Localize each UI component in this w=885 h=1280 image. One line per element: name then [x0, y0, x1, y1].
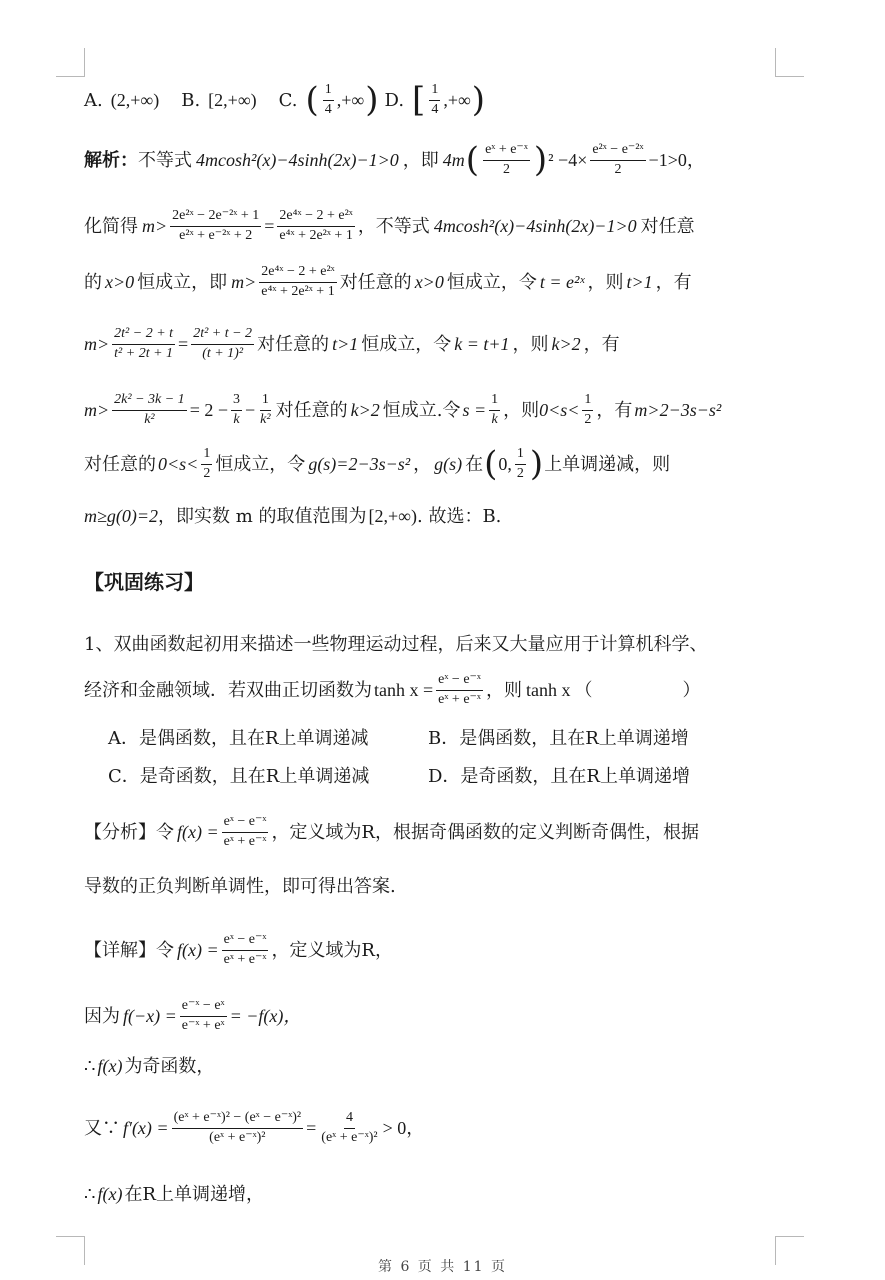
option-b-label: B.	[181, 89, 201, 111]
fraction: $\frac{\text{(eˣ + e⁻ˣ)² − (eˣ − e⁻ˣ)²}}{\text{(eˣ + e⁻ˣ)²}}$	[173, 1110, 302, 1145]
previous-question-options: A. (2,+∞) B. [2,+∞) C. ( $\frac{1}{4}$ ,+∞ ) D. [ $\frac{1}{4}$ ,+∞ )	[84, 80, 486, 121]
math: f(x) =	[177, 821, 219, 842]
math: g(s)	[434, 453, 463, 474]
math: m≥g(0)=2	[84, 506, 159, 526]
text: 上单调递减，则	[544, 453, 671, 475]
option-b: B．是偶函数，且在R上单调递增	[428, 728, 689, 749]
math: m>	[142, 215, 168, 236]
math: > 0，	[382, 1117, 425, 1138]
math: f′(x) =	[123, 1117, 169, 1138]
option-c-tail: ,+∞	[336, 89, 365, 110]
fraction: $\frac{\text{2e⁴ˣ − 2 + e²ˣ}}{\text{e⁴ˣ + 2e²ˣ + 1}}$	[261, 264, 335, 299]
analysis-line-6: 对任意的 0<s< $\frac{1}{2}$ 恒成立，令 g(s)=2−3s−s² ， g(s) 在 ( 0, $\frac{1}{2}$ ) 上单调递减，则	[84, 444, 671, 485]
math: f(x)	[97, 1056, 123, 1076]
math: tanh x =	[374, 679, 434, 700]
text: 对任意的	[257, 333, 330, 355]
fraction: $\frac{\text{2e⁴ˣ − 2 + e²ˣ}}{\text{e⁴ˣ + 2e²ˣ + 1}}$	[279, 208, 353, 243]
math: t>1	[626, 271, 653, 292]
text: 【分析】令	[84, 821, 174, 843]
text: 为奇函数，	[124, 1056, 215, 1077]
math: =	[264, 215, 275, 236]
text: ，	[413, 453, 432, 475]
therefore-symbol: ∴	[84, 1056, 96, 1077]
text: 恒成立，令	[215, 453, 306, 475]
analysis-note	[84, 814, 825, 851]
text: 因为	[84, 1005, 120, 1027]
text: 对任意的	[339, 271, 412, 293]
math: =	[178, 333, 189, 354]
analysis-line-5	[84, 392, 825, 429]
math: f(−x) =	[123, 1005, 177, 1026]
text: 1、双曲函数起初用来描述一些物理运动过程，后来又大量应用于计算机科学、	[84, 634, 708, 655]
math: −1>0，	[648, 149, 705, 170]
inequality: m>2−3s−s²	[634, 399, 722, 420]
text: 又∵	[84, 1117, 120, 1139]
option-c-label: C.	[278, 89, 298, 111]
math: ² −4×	[548, 149, 588, 170]
option-d: D．是奇函数，且在R上单调递增	[428, 766, 690, 787]
option-b-value: [2,+∞)	[208, 89, 257, 110]
fraction: $\frac{1}{\text{k²}}$	[260, 392, 271, 427]
math: m>	[231, 271, 257, 292]
fraction: $\frac{\text{2t² + t − 2}}{\text{(t + 1)²}}$	[193, 326, 253, 361]
analysis-line-7	[84, 506, 825, 528]
text: 经济和金融领域．若双曲正切函数为	[84, 679, 372, 701]
math: x>0	[414, 271, 444, 292]
fraction: $\frac{1}{k}$	[491, 392, 499, 427]
fraction: $\frac{\text{eˣ − e⁻ˣ}}{\text{eˣ + e⁻ˣ}}$	[223, 932, 267, 967]
math: m>	[84, 333, 110, 354]
fraction: $\frac{\text{eˣ + e⁻ˣ}}{2}$	[485, 142, 528, 177]
options-row-2	[108, 762, 690, 788]
text: ，即	[402, 149, 439, 171]
fraction: $\frac{\text{eˣ − e⁻ˣ}}{\text{eˣ + e⁻ˣ}}$	[223, 814, 267, 849]
math: f(x)	[97, 1184, 123, 1204]
odd-function-line	[84, 1056, 825, 1078]
math: k>2	[350, 399, 380, 420]
text: ，有	[655, 271, 692, 293]
math: s =	[462, 399, 487, 420]
text: ，不等式	[357, 215, 430, 237]
math: −	[245, 399, 256, 420]
math: t = e²ˣ	[539, 271, 585, 292]
text: ，定义域为R，	[271, 939, 393, 961]
fraction: $\frac{\text{2t² − 2 + t}}{\text{t² + 2t + 1}}$	[114, 326, 174, 361]
math: tanh x	[525, 679, 571, 700]
text: ，则	[503, 399, 540, 421]
question-1-line-2	[84, 672, 825, 709]
text: ，则	[512, 333, 549, 355]
question-1-line-1	[84, 634, 825, 656]
inequality: 4mcosh²(x)−4sinh(2x)−1>0	[433, 215, 637, 236]
option-a-value: (2,+∞)	[110, 89, 160, 110]
text: 在	[465, 453, 484, 475]
fraction: $\frac{\text{2e²ˣ − 2e⁻²ˣ + 1}}{\text{e²ˣ + e⁻²ˣ + 2}}$	[172, 208, 260, 243]
text: 在R上单调递增，	[124, 1184, 264, 1205]
section-title: 【巩固练习】	[84, 570, 204, 594]
fraction: $\frac{1}{2}$	[584, 392, 592, 427]
math: = 2 −	[189, 399, 228, 420]
math: g(s)=2−3s−s²	[308, 453, 411, 474]
crop-mark-top-right	[775, 48, 804, 77]
derivative-line	[84, 1110, 825, 1147]
text: 对任意的	[84, 453, 156, 475]
math: =	[306, 1117, 317, 1138]
text: 导数的正负判断单调性，即可得出答案.	[84, 876, 396, 897]
text: ，即实数 m 的取值范围为	[158, 506, 367, 527]
math: 4m	[442, 149, 465, 170]
option-c-fraction: $\frac{1}{4}$	[324, 82, 332, 117]
text: 【详解】令	[84, 939, 174, 961]
options-row-1	[108, 724, 689, 750]
fraction: $\frac{1}{2}$	[203, 446, 211, 481]
text: ，则	[485, 679, 522, 701]
math: m>	[84, 399, 110, 420]
text: 恒成立.令	[382, 399, 461, 421]
text: . 故选：B.	[417, 506, 502, 527]
math: [2,+∞)	[368, 506, 418, 526]
option-c: C．是奇函数，且在R上单调递减	[108, 766, 370, 787]
because-line	[84, 998, 825, 1035]
fraction: $\frac{\text{e²ˣ − e⁻²ˣ}}{2}$	[592, 142, 644, 177]
practice-heading	[84, 570, 825, 594]
option-d-label: D.	[384, 89, 405, 111]
fraction: $\frac{\text{e⁻ˣ − eˣ}}{\text{e⁻ˣ + eˣ}}$	[181, 998, 225, 1033]
option-a-label: A.	[84, 89, 103, 111]
text: 恒成立，令	[446, 271, 537, 293]
increasing-line	[84, 1184, 825, 1206]
math: t>1	[332, 333, 359, 354]
answer-blank: （ ）	[574, 679, 701, 701]
text: 恒成立，令	[361, 333, 452, 355]
option-d-tail: ,+∞	[443, 89, 471, 110]
analysis-line-1: 解析： 不等式 4mcosh²(x)−4sinh(2x)−1>0 ，即 4m ( $\frac{\text{eˣ + e⁻ˣ}}{2}$ ) ² −4× $\frac{\text{e²ˣ − e⁻²ˣ}}{2}$ −1>0，	[84, 140, 705, 181]
fraction: $\frac{\text{eˣ − e⁻ˣ}}{\text{eˣ + e⁻ˣ}}$	[438, 672, 481, 707]
text: 不等式	[138, 149, 192, 171]
solution-detail	[84, 932, 825, 969]
math: = −f(x)，	[229, 1005, 302, 1026]
fraction: $\frac{1}{2}$	[516, 446, 524, 481]
fraction: $\frac{3}{k}$	[233, 392, 240, 427]
math: k>2	[551, 333, 581, 354]
math: 0,	[498, 453, 512, 474]
text: 对任意的	[275, 399, 348, 421]
text: ，有	[596, 399, 633, 421]
math: 0<s<	[539, 399, 580, 420]
analysis-note-line-2	[84, 876, 825, 898]
page-footer: 第 6 页 共 11 页	[378, 1259, 507, 1275]
text: 化简得	[84, 215, 138, 237]
analysis-label: 解析：	[84, 149, 138, 171]
therefore-symbol: ∴	[84, 1184, 96, 1205]
text: ，则	[587, 271, 624, 293]
fraction: $\frac{\text{2k² − 3k − 1}}{\text{k²}}$	[114, 392, 185, 427]
analysis-line-4	[84, 326, 825, 363]
text: 对任意	[640, 215, 695, 237]
math: 0<s<	[158, 453, 199, 474]
math: x>0	[105, 271, 135, 292]
fraction: $\frac{4}{\text{(eˣ + e⁻ˣ)²}}$	[321, 1110, 378, 1145]
text: 恒成立，即	[137, 271, 228, 293]
math: k = t+1	[454, 333, 510, 354]
text: 的	[84, 271, 102, 293]
analysis-line-2	[84, 208, 825, 245]
text: ，定义域为R，根据奇偶函数的定义判断奇偶性，根据	[271, 821, 699, 843]
text: ，有	[583, 333, 620, 355]
crop-mark-top-left	[56, 48, 85, 77]
option-a: A．是偶函数，且在R上单调递减	[108, 728, 369, 749]
inequality: 4mcosh²(x)−4sinh(2x)−1>0	[196, 149, 399, 170]
analysis-line-3	[84, 264, 825, 301]
math: f(x) =	[177, 939, 219, 960]
option-d-fraction: $\frac{1}{4}$	[431, 82, 439, 117]
